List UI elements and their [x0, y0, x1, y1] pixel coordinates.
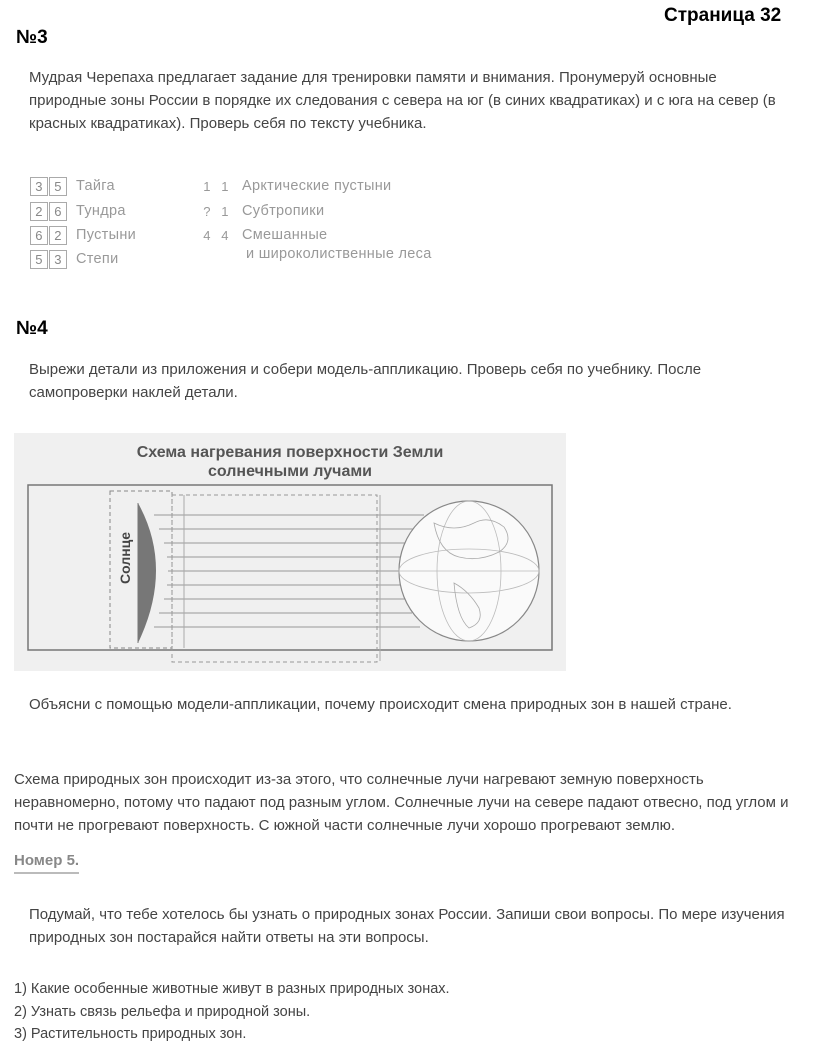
blue-box: 2: [30, 202, 48, 221]
strip-vertical-lines: [184, 495, 380, 661]
diagram-drawing: [14, 433, 566, 671]
blue-digit: 4: [203, 227, 211, 243]
red-digit: 1: [221, 178, 229, 194]
task5-heading: Номер 5.: [14, 852, 79, 874]
task5-answers: [14, 978, 804, 1046]
zone-label: Смешанные: [242, 227, 328, 243]
sun-label: Солнце: [117, 531, 133, 584]
zone-label: Тундра: [76, 203, 126, 219]
red-box: 5: [49, 177, 67, 196]
task4-question: Объясни с помощью модели-аппликации, почему происходит смена природных зон в нашей стране.: [29, 696, 732, 713]
list-item: 1) Какие особенные животные живут в разных природных зонах.: [14, 981, 450, 997]
task4-answer: Схема природных зон происходит из-за этого, что солнечные лучи нагревают земную поверхность неравномерно, потому что падают под разным углом. Солнечные лучи на севере падают отвесно, под углом и почти не прогревают поверхность. С южной части солнечные лучи хорошо прогревают землю.: [14, 771, 789, 834]
zone-label-cont: и широколиственные леса: [246, 246, 432, 262]
red-box: 3: [49, 250, 67, 269]
zone-row: [198, 224, 327, 246]
page-label: Страница 32: [664, 5, 782, 26]
blue-box: 5: [30, 250, 48, 269]
blue-digit: ?: [203, 203, 211, 219]
zone-label: Субтропики: [242, 203, 325, 219]
zone-row: [30, 224, 136, 246]
zone-label: Пустыни: [76, 227, 137, 243]
red-digit: 4: [221, 227, 229, 243]
red-digit: 1: [221, 203, 229, 219]
zone-row: [198, 175, 391, 197]
diagram-title-line2: солнечными лучами: [207, 463, 373, 480]
task5-text: Подумай, что тебе хотелось бы узнать о природных зонах России. Запиши свои вопросы. По мере изучения природных зон постарайся найти ответы на эти вопросы.: [29, 906, 785, 946]
sun-rays: [154, 515, 424, 627]
task4-heading: №4: [16, 318, 48, 339]
diagram-title-line1: Схема нагревания поверхности Земли: [136, 444, 444, 461]
task3-heading: №3: [16, 27, 48, 48]
task4-text: Вырежи детали из приложения и собери модель-аппликацию. Проверь себя по учебнику. После самопроверки наклей детали.: [29, 361, 702, 401]
zone-row: [30, 248, 118, 270]
blue-box: 3: [30, 177, 48, 196]
zone-row: [30, 175, 115, 197]
task3-text: Мудрая Черепаха предлагает задание для тренировки памяти и внимания. Пронумеруй основные природные зоны России в порядке их следования с севера на юг (в синих квадратиках) и с юга на север (в красных квадратиках). Проверь себя по тексту учебника.: [29, 69, 776, 132]
blue-box: 6: [30, 226, 48, 245]
zone-label: Степи: [76, 251, 119, 267]
list-item: 3) Растительность природных зон.: [14, 1026, 247, 1042]
red-box: 2: [49, 226, 67, 245]
zone-row: [30, 200, 126, 222]
rays-cutout: [172, 495, 377, 662]
zone-label: Тайга: [76, 178, 115, 194]
heating-diagram: [14, 433, 566, 671]
list-item: 2) Узнать связь рельефа и природной зоны.: [14, 1003, 311, 1020]
zones-exercise: [0, 172, 818, 272]
zone-row: [198, 200, 324, 222]
sun-shape: [138, 503, 156, 643]
zone-label: Арктические пустыни: [242, 178, 392, 194]
red-box: 6: [49, 202, 67, 221]
blue-digit: 1: [203, 178, 211, 194]
